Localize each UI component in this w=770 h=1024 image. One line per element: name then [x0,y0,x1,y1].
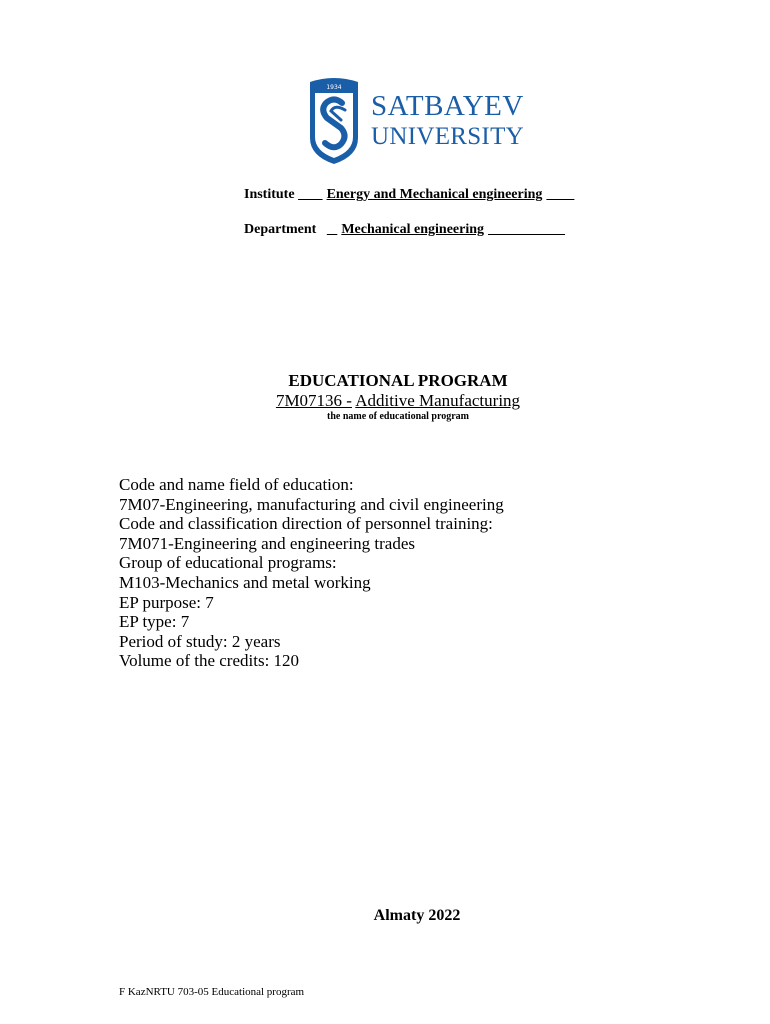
university-logo [305,76,525,168]
detail-line: EP purpose: 7 [119,592,214,612]
program-name: Additive Manufacturing [355,391,521,410]
department-row [244,223,565,237]
program-details [119,475,504,671]
detail-line: EP type: 7 [119,612,190,632]
detail-line: Code and classification direction of personnel training: [119,514,493,534]
detail-line: M103-Mechanics and metal working [119,572,371,592]
institute-row [244,188,574,202]
program-code: 7M07136 - [275,391,352,410]
city-year: Almaty 2022 [373,907,461,924]
institute-value: Energy and Mechanical engineering [326,187,543,202]
department-value: Mechanical engineering [341,222,485,237]
detail-line: Group of educational programs: [119,553,337,573]
detail-line: 7M07-Engineering, manufacturing and civil engineering [119,494,504,514]
department-label: Department [244,222,317,237]
svg-text:1934: 1934 [326,84,342,91]
document-footer: F KazNRTU 703-05 Educational program [119,986,305,998]
program-name-note: the name of educational program [326,411,470,422]
institute-label: Institute [244,187,295,202]
detail-line: Code and name field of education: [119,475,354,494]
shield-emblem-icon [305,76,363,166]
detail-line: Volume of the credits: 120 [119,651,300,671]
program-code-line [0,391,770,411]
logo-name-line1: SATBAYEV [371,90,524,122]
detail-line: 7M071-Engineering and engineering trades [119,533,415,553]
detail-line: Period of study: 2 years [119,631,281,651]
logo-name-line2: UNIVERSITY [371,123,524,150]
program-heading: EDUCATIONAL PROGRAM [288,371,508,390]
